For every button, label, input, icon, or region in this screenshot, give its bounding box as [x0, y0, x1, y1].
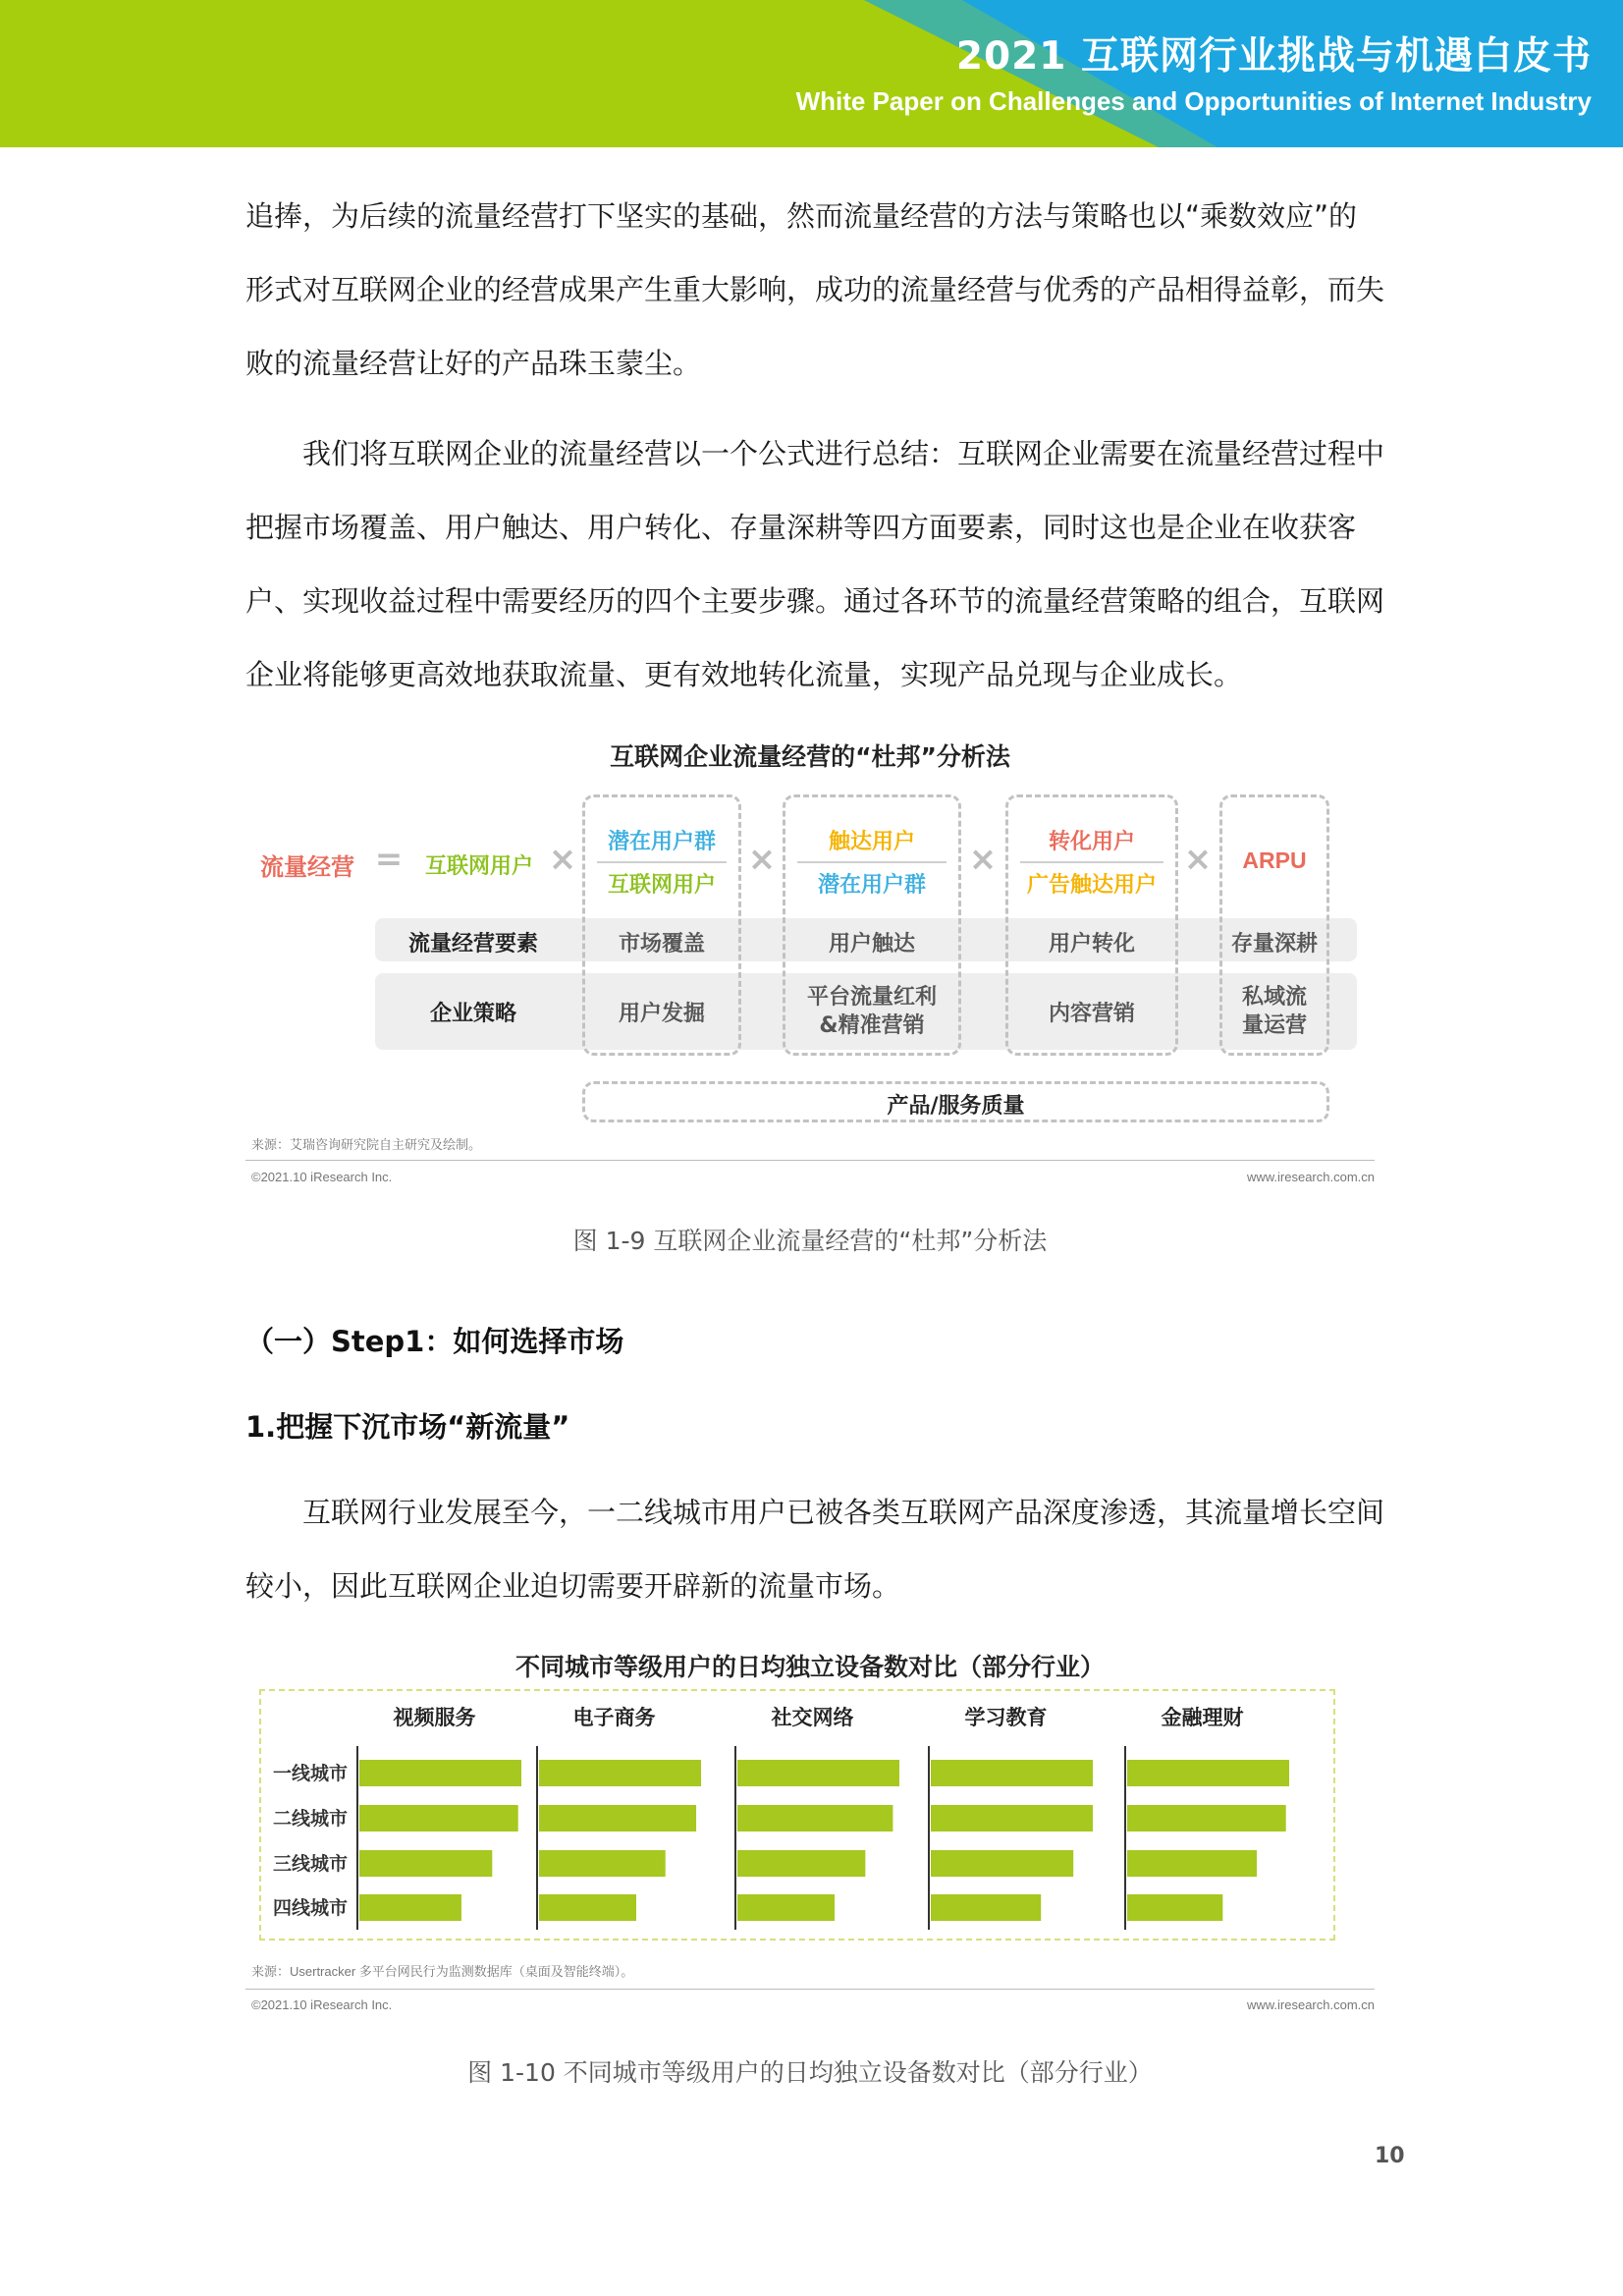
chart-title: 不同城市等级用户的日均独立设备数对比（部分行业）	[514, 1653, 1105, 1681]
ratio-2-num: 触达用户	[828, 830, 915, 854]
figure2-copyright: ©2021.10 iResearch Inc.	[251, 1997, 393, 2012]
figure1-copyright: ©2021.10 iResearch Inc.	[251, 1170, 393, 1184]
category-label: 二线城市	[272, 1808, 348, 1830]
dupont-figure	[245, 732, 1375, 1193]
times-sign-3: ×	[968, 840, 998, 879]
report-title: 2021 互联网行业挑战与机遇白皮书	[955, 34, 1592, 79]
times-sign-4: ×	[1183, 840, 1213, 879]
bar	[1127, 1894, 1222, 1921]
bar	[931, 1894, 1041, 1921]
series-header: 社交网络	[771, 1706, 854, 1729]
bar	[1127, 1850, 1257, 1877]
ratio-1-num: 潜在用户群	[607, 830, 716, 854]
ratio-2-den: 潜在用户群	[817, 873, 926, 898]
bar	[359, 1760, 521, 1786]
figure1-caption: 图 1-9 互联网企业流量经营的“杜邦”分析法	[572, 1227, 1048, 1255]
bar	[539, 1760, 701, 1786]
bar	[539, 1894, 636, 1921]
bar	[359, 1805, 518, 1831]
bar	[1127, 1805, 1286, 1831]
figure2-website: www.iresearch.com.cn	[1246, 1997, 1375, 2012]
ratio-1-den: 互联网用户	[607, 873, 716, 898]
bar	[1127, 1760, 1289, 1786]
step1-heading: （一）Step1：如何选择市场	[245, 1325, 624, 1358]
report-subtitle: White Paper on Challenges and Opportunities of Internet Industry	[795, 86, 1592, 116]
series-header: 学习教育	[964, 1706, 1048, 1729]
element-deepen: 存量深耕	[1230, 932, 1318, 957]
figure1-source: 来源：艾瑞咨询研究院自主研究及绘制。	[251, 1137, 482, 1152]
bar	[931, 1805, 1093, 1831]
series-header: 电子商务	[572, 1706, 656, 1729]
bar-chart	[245, 1640, 1375, 1954]
strategy-convert: 内容营销	[1048, 1002, 1135, 1026]
strategy-deepen: 私域流 量运营	[1241, 985, 1307, 1038]
figure-title: 互联网企业流量经营的“杜邦”分析法	[610, 742, 1010, 771]
strategy-reach: 平台流量红利 &精准营销	[806, 985, 937, 1038]
row-label-strategy: 企业策略	[429, 1002, 516, 1026]
row-label-elements: 流量经营要素	[407, 932, 538, 957]
bar	[539, 1805, 696, 1831]
category-label: 四线城市	[272, 1897, 348, 1919]
figure1-divider	[245, 1160, 1375, 1161]
series-header: 金融理财	[1161, 1706, 1244, 1729]
sub-heading: 1.把握下沉市场“新流量”	[245, 1410, 570, 1444]
paragraph-2: 我们将互联网企业的流量经营以一个公式进行总结：互联网企业需要在流量经营过程中把握市场覆盖、用户触达、用户转化、存量深耕等四方面要素，同时这也是企业在收获客户、实现收益过程中需要经历的四个主要步骤。通过各环节的流量经营策略的组合，互联网企业将能够更高效地获取流量、更有效地转化流量，实现产品兑现与企业成长。	[245, 437, 1385, 691]
last-factor: ARPU	[1242, 847, 1307, 873]
category-label: 三线城市	[272, 1853, 348, 1875]
figure2-divider	[245, 1989, 1375, 1990]
element-reach: 用户触达	[828, 932, 915, 957]
bar	[931, 1850, 1073, 1877]
times-sign-1: ×	[548, 840, 577, 879]
paragraph-1: 追捧，为后续的流量经营打下坚实的基础，然而流量经营的方法与策略也以“乘数效应”的形式对互联网企业的经营成果产生重大影响，成功的流量经营与优秀的产品相得益彰，而失败的流量经营让好的产品珠玉蒙尘。	[245, 199, 1385, 380]
times-sign-2: ×	[747, 840, 777, 879]
city-tier-chart-figure	[245, 1640, 1375, 2013]
figure2-caption: 图 1-10 不同城市等级用户的日均独立设备数对比（部分行业）	[467, 2058, 1153, 2087]
figure1-website: www.iresearch.com.cn	[1246, 1170, 1375, 1184]
ratio-1-line	[597, 861, 727, 863]
bar	[737, 1894, 835, 1921]
page-number: 10	[1375, 2144, 1405, 2168]
element-convert: 用户转化	[1048, 932, 1135, 957]
header-banner	[0, 0, 1623, 147]
bar	[737, 1760, 899, 1786]
strategy-market: 用户发掘	[618, 1002, 705, 1026]
quality-label: 产品/服务质量	[887, 1094, 1025, 1119]
element-market: 市场覆盖	[618, 932, 705, 957]
ratio-2-line	[797, 861, 947, 863]
category-label: 一线城市	[272, 1763, 348, 1784]
paragraph-3: 互联网行业发展至今，一二线城市用户已被各类互联网产品深度渗透，其流量增长空间较小，因此互联网企业迫切需要开辟新的流量市场。	[245, 1496, 1385, 1603]
bar	[737, 1850, 865, 1877]
ratio-3-den: 广告触达用户	[1026, 873, 1157, 898]
series-header: 视频服务	[393, 1706, 476, 1729]
figure2-source: 来源：Usertracker 多平台网民行为监测数据库（桌面及智能终端）。	[251, 1964, 634, 1979]
bar	[737, 1805, 893, 1831]
first-factor: 互联网用户	[424, 854, 533, 879]
bar	[539, 1850, 666, 1877]
ratio-3-line	[1020, 861, 1163, 863]
equals-sign: =	[374, 840, 404, 879]
formula-lhs: 流量经营	[260, 853, 354, 881]
bar	[359, 1850, 492, 1877]
bar	[931, 1760, 1093, 1786]
bar	[359, 1894, 461, 1921]
ratio-3-num: 转化用户	[1048, 830, 1135, 854]
